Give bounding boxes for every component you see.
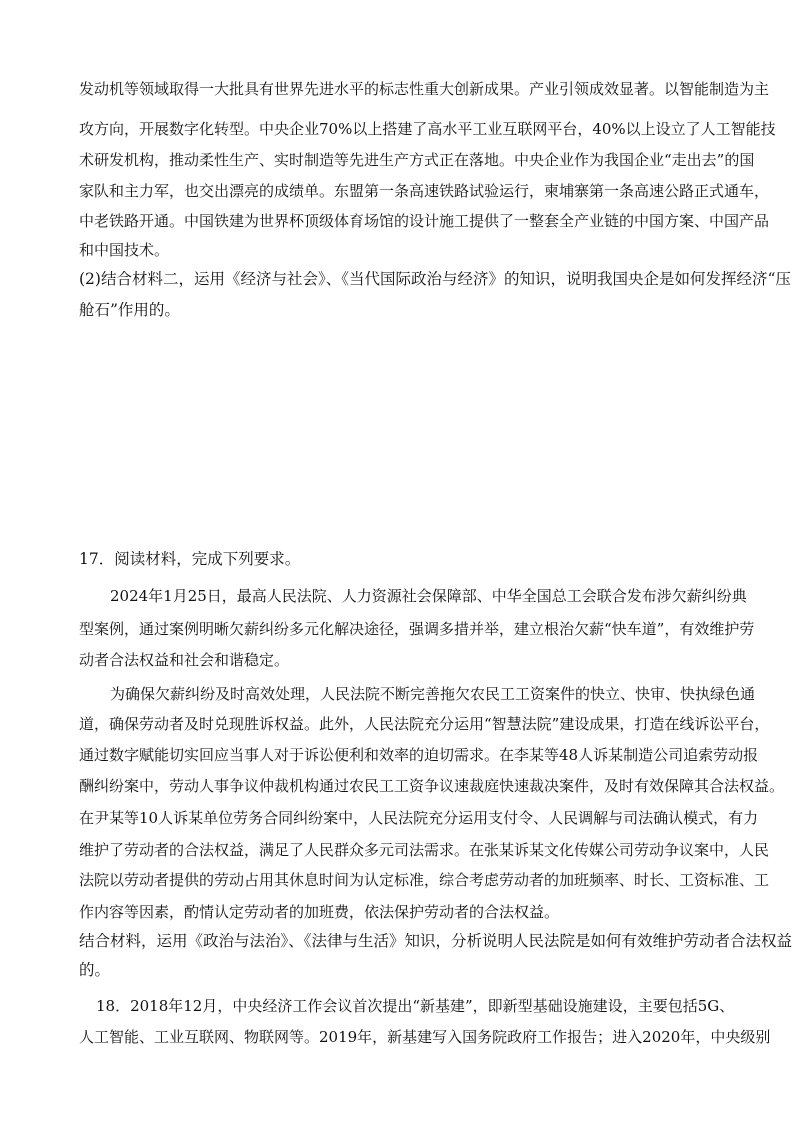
- paragraph-line: 型案例，通过案例明晰欠薪纠纷多元化解决途径，强调多措并举，建立根治欠薪“快车道”，有效维护劳: [79, 620, 755, 638]
- material-line: 术研发机构，推动柔性生产、实时制造等先进生产方式正在落地。中央企业作为我国企业“走出去”的国: [79, 151, 755, 169]
- paragraph-line: 动者合法权益和社会和谐稳定。: [79, 651, 290, 669]
- question-line: 结合材料，运用《政治与法治》、《法律与生活》知识，分析说明人民法院是如何有效维护劳动者合法权益: [79, 932, 793, 950]
- paragraph-line: 在尹某等10人诉某单位劳务合同纠纷案中，人民法院充分运用支付令、人民调解与司法确认模式，有力: [79, 809, 759, 827]
- question-18-line: 18．2018年12月，中央经济工作会议首次提出“新基建”，即新型基础设施建设，主要包括5G、: [96, 997, 735, 1015]
- question-18-line: 人工智能、工业互联网、物联网等。2019年，新基建写入国务院政府工作报告；进入2020年，中央级别: [79, 1028, 771, 1046]
- material-line: 和中国技术。: [79, 241, 170, 259]
- paragraph-line: 道，确保劳动者及时兑现胜诉权益。此外，人民法院充分运用“智慧法院”建设成果，打造在线诉讼平台，: [79, 715, 770, 733]
- question-line: 的。: [79, 961, 111, 979]
- paragraph-line: 作内容等因素，酌情认定劳动者的加班费，依法保护劳动者的合法权益。: [79, 903, 560, 921]
- question-line: (2)结合材料二，运用《经济与社会》、《当代国际政治与经济》的知识，说明我国央企是如何发挥经济“压: [79, 270, 791, 288]
- paragraph-line: 2024年1月25日，最高人民法院、人力资源社会保障部、中华全国总工会联合发布涉欠薪纠纷典: [110, 587, 747, 605]
- question-line: 舱石”作用的。: [79, 301, 180, 319]
- paragraph-line: 为确保欠薪纠纷及时高效处理，人民法院不断完善拖欠农民工工资案件的快立、快审、快执绿色通: [110, 685, 756, 703]
- material-line: 中老铁路开通。中国铁建为世界杯顶级体育场馆的设计施工提供了一整套全产业链的中国方案、中国产品: [79, 212, 770, 230]
- material-line: 家队和主力军，也交出漂亮的成绩单。东盟第一条高速铁路试验运行，柬埔寨第一条高速公路正式通车，: [79, 182, 770, 200]
- paragraph-line: 维护了劳动者的合法权益，满足了人民群众多元司法需求。在张某诉某文化传媒公司劳动争议案中，人民: [79, 841, 770, 859]
- question-17-header: 17．阅读材料，完成下列要求。: [79, 550, 301, 568]
- paragraph-line: 酬纠纷案中，劳动人事争议仲裁机构通过农民工工资争议速裁庭快速裁决案件，及时有效保障其合法权益。: [79, 777, 785, 795]
- paragraph-line: 通过数字赋能切实回应当事人对于诉讼便利和效率的迫切需求。在李某等48人诉某制造公司追索劳动报: [79, 746, 759, 764]
- material-line: 发动机等领域取得一大批具有世界先进水平的标志性重大创新成果。产业引领成效显著。以智能制造为主: [79, 80, 770, 98]
- material-line: 攻方向，开展数字化转型。中央企业70%以上搭建了高水平工业互联网平台，40%以上设立了人工智能技: [79, 120, 776, 138]
- paragraph-line: 法院以劳动者提供的劳动占用其休息时间为认定标准，综合考虑劳动者的加班频率、时长、工资标准、工: [79, 871, 770, 889]
